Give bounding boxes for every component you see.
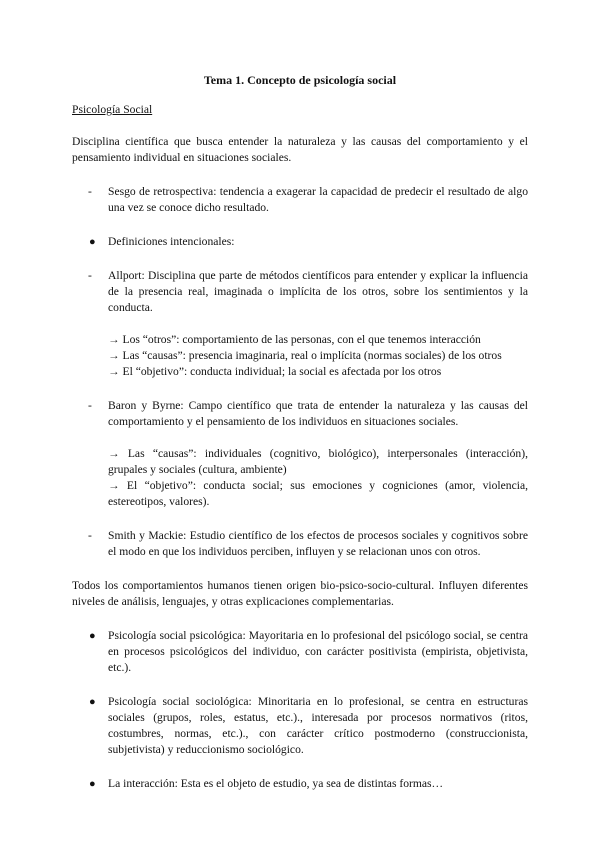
dash-marker: - <box>88 185 92 198</box>
arrow-note: → Las “causas”: individuales (cognitivo, biológico), interpersonales (interacción), grupales y sociales (cultura, ambiente) <box>108 447 528 476</box>
dash-marker: - <box>88 399 92 412</box>
bullet-item-psicologica <box>72 628 528 676</box>
list-item-allport <box>72 268 528 380</box>
bullet-text: Psicología social sociológica: Minoritaria en lo profesional, se centra en estructuras sociales (grupos, roles, estatus, etc.)., interesada por procesos normativos (ritos, costumbres, normas, etc.)., con carácter crítico postmoderno (construccionista, subjetivista) y reduccionismo sociológico. <box>108 695 528 756</box>
dash-marker: - <box>88 529 92 542</box>
intro-paragraph: Disciplina científica que busca entender la naturaleza y las causas del comportamiento y el pensamiento individual en situaciones sociales. <box>72 135 528 164</box>
bullet-text: Psicología social psicológica: Mayoritaria en lo profesional del psicólogo social, se centra en procesos psicológicos del individuo, con carácter positivista (empirista, objetivista, etc.). <box>108 629 528 674</box>
list-item-text: Definiciones intencionales: <box>108 235 235 248</box>
bullet-item-sociologica <box>72 694 528 758</box>
arrow-note: → El “objetivo”: conducta individual; la social es afectada por los otros <box>108 365 442 378</box>
list-item-text: Smith y Mackie: Estudio científico de los efectos de procesos sociales y cognitivos sobre el modo en que los individuos perciben, influyen y se relacionan unos con otros. <box>108 529 528 558</box>
list-item-baron-byrne <box>72 398 528 510</box>
bullet-item-interaccion <box>72 776 528 792</box>
list-item-smith-mackie <box>72 528 528 560</box>
bullet-marker: ● <box>89 630 96 642</box>
section-heading: Psicología Social <box>72 103 153 116</box>
arrow-note: → El “objetivo”: conducta social; sus emociones y cogniciones (amor, violencia, estereotipos, valores). <box>108 479 528 508</box>
arrow-notes <box>108 446 528 510</box>
bullet-marker: ● <box>89 236 96 248</box>
origin-paragraph: Todos los comportamientos humanos tienen origen bio-psico-socio-cultural. Influyen diferentes niveles de análisis, lenguajes, y otras explicaciones complementarias. <box>72 579 528 608</box>
bullet-marker: ● <box>89 696 96 708</box>
list-item-text: Sesgo de retrospectiva: tendencia a exagerar la capacidad de predecir el resultado de algo una vez se conoce dicho resultado. <box>108 185 528 214</box>
arrow-note: → Los “otros”: comportamiento de las personas, con el que tenemos interacción <box>108 333 481 346</box>
arrow-note: → Las “causas”: presencia imaginaria, real o implícita (normas sociales) de los otros <box>108 349 502 362</box>
list-item-sesgo <box>72 184 528 216</box>
list-item-text: Baron y Byrne: Campo científico que trata de entender la naturaleza y las causas del comportamiento y el pensamiento de los individuos en situaciones sociales. <box>108 399 528 428</box>
bullet-marker: ● <box>89 778 96 790</box>
arrow-notes <box>108 332 528 380</box>
list-item-definiciones <box>72 234 528 250</box>
dash-marker: - <box>88 269 92 282</box>
page-title: Tema 1. Concepto de psicología social <box>203 73 397 87</box>
list-item-text: Allport: Disciplina que parte de métodos científicos para entender y explicar la influencia de la presencia real, imaginada o implícita de los otros, sobre los sentimientos y la conducta. <box>108 269 528 314</box>
bullet-text: La interacción: Esta es el objeto de estudio, ya sea de distintas formas… <box>108 777 444 790</box>
